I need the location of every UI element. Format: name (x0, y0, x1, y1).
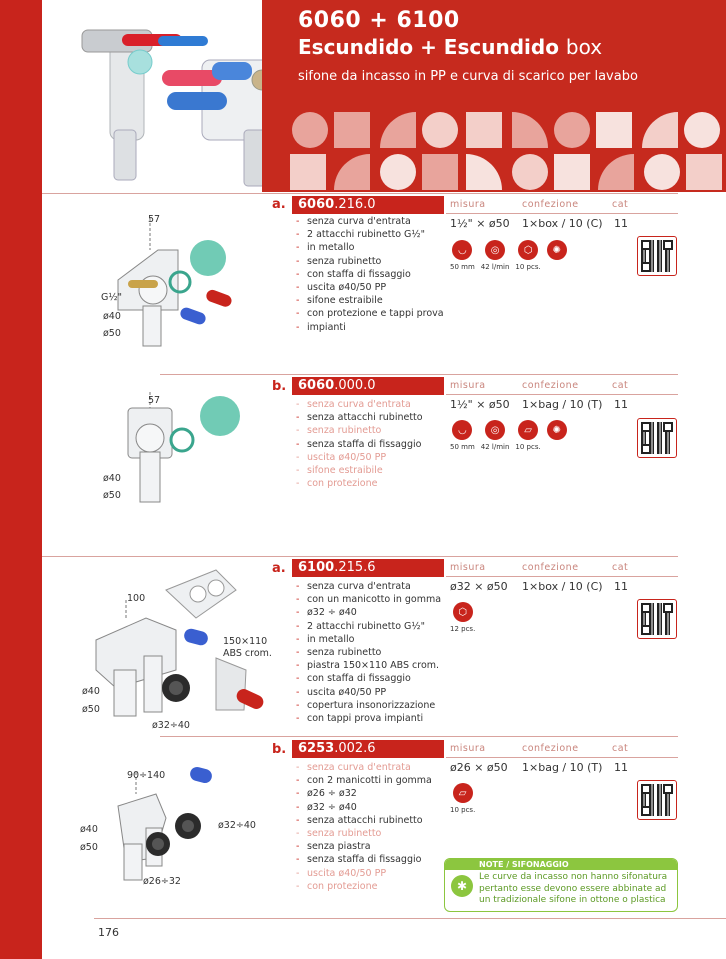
spec-icon-label: 42 l/min (480, 443, 510, 451)
icon-row (450, 240, 567, 271)
dim-label: ø40 (103, 311, 121, 322)
product-code-bold: 6060 (298, 197, 335, 212)
dim-label: ø32÷40 (218, 820, 256, 831)
dim-label: ø40 (82, 686, 100, 697)
icon-row (450, 602, 475, 633)
feature-item: - impianti (296, 321, 444, 334)
dim-label: ø40 (80, 824, 98, 835)
dim-label: ø50 (80, 842, 98, 853)
feature-item: - con staffa di fissaggio (296, 268, 444, 281)
dim-label: 90÷140 (127, 770, 166, 781)
feature-item: - uscita ø40/50 PP (296, 686, 444, 699)
product-code-bold: 6253 (298, 741, 335, 756)
spec-misura: 1½" × ø50 (450, 398, 510, 411)
feature-item: - con un manicotto in gomma (296, 593, 444, 606)
col-misura: misura (450, 199, 486, 210)
feature-list (296, 580, 444, 725)
spec-icon (481, 420, 510, 451)
siphon-note-icon: ✱ (451, 875, 473, 897)
feature-item: - ø32 ÷ ø40 (296, 606, 444, 619)
feature-list (296, 398, 444, 490)
trap-depth-icon: ◡ (452, 420, 472, 440)
dim-label: ø50 (103, 490, 121, 501)
feature-item: - con staffa di fissaggio (296, 672, 444, 685)
spec-icon-label: 12 pcs. (450, 625, 476, 633)
dim-label: 100 (127, 593, 146, 604)
section-divider (160, 374, 678, 375)
flow-rate-icon: ◎ (485, 420, 505, 440)
package-icon: ⬡ (453, 602, 473, 622)
trap-depth-icon: ◡ (452, 240, 472, 260)
spec-misura: ø32 × ø50 (450, 580, 508, 593)
col-misura: misura (450, 380, 486, 391)
product-code-rest: .216.0 (334, 197, 376, 212)
col-cat: cat (612, 199, 629, 210)
spec-icon (450, 602, 475, 633)
feature-item: - in metallo (296, 241, 444, 254)
feature-item: - senza staffa di fissaggio (296, 438, 444, 451)
spec-icon (450, 240, 475, 271)
dim-label: 57 (148, 214, 161, 225)
spec-icon-label: 50 mm (450, 263, 475, 271)
feature-item: - senza curva d'entrata (296, 398, 444, 411)
feature-item: - senza attacchi rubinetto (296, 814, 444, 827)
spec-icon (547, 420, 567, 451)
dim-label: ø50 (103, 328, 121, 339)
col-cat: cat (612, 380, 629, 391)
feature-item: - sifone estraibile (296, 464, 444, 477)
section-divider (42, 193, 678, 194)
spec-icon (450, 420, 475, 451)
dim-label: ø32÷40 (152, 720, 190, 731)
header-rule (446, 394, 678, 395)
flow-rate-icon: ◎ (485, 240, 505, 260)
feature-item: - senza rubinetto (296, 255, 444, 268)
hero-subtitle: sifone da incasso in PP e curva di scarico per lavabo (298, 69, 638, 84)
col-cat: cat (612, 743, 629, 754)
feature-item: - copertura insonorizzazione (296, 699, 444, 712)
note-title: NOTE / SIFONAGGIO (445, 859, 677, 870)
icon-row (450, 783, 475, 814)
spec-cat: 11 (614, 217, 628, 230)
product-letter: a. (272, 561, 286, 576)
dim-label: G½" (101, 292, 122, 303)
dots-ring-icon: ✺ (547, 420, 567, 440)
page-number: 176 (98, 926, 119, 939)
col-confezione: confezione (522, 380, 579, 391)
product-drawing (100, 388, 280, 508)
feature-list (296, 215, 444, 334)
feature-item: - uscita ø40/50 PP (296, 281, 444, 294)
qr-code[interactable] (637, 599, 677, 639)
dim-label: ø50 (82, 704, 100, 715)
col-confezione: confezione (522, 562, 579, 573)
product-code-rest: .000.0 (334, 378, 376, 393)
col-misura: misura (450, 562, 486, 573)
header-rule (446, 213, 678, 214)
left-color-band (0, 0, 42, 959)
feature-item: - senza curva d'entrata (296, 215, 444, 228)
dim-label: 150×110 (223, 636, 268, 647)
spec-confezione: 1×bag / 10 (T) (522, 398, 603, 411)
spec-confezione: 1×box / 10 (C) (522, 580, 603, 593)
spec-icon (450, 783, 475, 814)
feature-item: - con 2 manicotti in gomma (296, 774, 444, 787)
feature-item: - 2 attacchi rubinetto G½" (296, 620, 444, 633)
icon-row (450, 420, 567, 451)
header-rule (446, 757, 678, 758)
product-letter: b. (272, 379, 287, 394)
product-code (292, 196, 444, 214)
spec-cat: 11 (614, 761, 628, 774)
col-misura: misura (450, 743, 486, 754)
hero-product-name (298, 35, 638, 59)
spec-icon (547, 240, 567, 271)
feature-item: - senza curva d'entrata (296, 580, 444, 593)
qr-code[interactable] (637, 780, 677, 820)
product-code-rest: .002.6 (334, 741, 376, 756)
header-rule (446, 576, 678, 577)
spec-cat: 11 (614, 580, 628, 593)
feature-item: - piastra 150×110 ABS crom. (296, 659, 444, 672)
product-code-bold: 6060 (298, 378, 335, 393)
feature-item: - con protezione (296, 880, 444, 893)
bag-icon: ▱ (518, 420, 538, 440)
bag-icon: ▱ (453, 783, 473, 803)
decorative-pattern (290, 100, 726, 192)
hero-name-bold: Escundido + Escundido (298, 35, 559, 59)
col-confezione: confezione (522, 199, 579, 210)
product-letter: b. (272, 742, 287, 757)
hero-code: 6060 + 6100 (298, 8, 460, 33)
col-confezione: confezione (522, 743, 579, 754)
note-text: Le curve da incasso non hanno sifonatura pertanto esse devono essere abbinate ad un tradizionale sifone in ottone o plastica (479, 872, 668, 905)
spec-confezione: 1×bag / 10 (T) (522, 761, 603, 774)
package-icon: ⬡ (518, 240, 538, 260)
note-box (444, 858, 678, 912)
feature-item: - sifone estraibile (296, 294, 444, 307)
feature-item: - con protezione (296, 477, 444, 490)
product-code-rest: .215.6 (334, 560, 376, 575)
spec-misura: 1½" × ø50 (450, 217, 510, 230)
feature-list (296, 761, 444, 893)
feature-item: - con protezione e tappi prova (296, 307, 444, 320)
section-divider (42, 556, 678, 557)
product-letter: a. (272, 197, 286, 212)
spec-misura: ø26 × ø50 (450, 761, 508, 774)
spec-icon-label: 50 mm (450, 443, 475, 451)
feature-item: - ø26 ÷ ø32 (296, 787, 444, 800)
product-code (292, 377, 444, 395)
dim-label: 57 (148, 395, 161, 406)
dim-label: ø40 (103, 473, 121, 484)
qr-code[interactable] (637, 236, 677, 276)
feature-item: - uscita ø40/50 PP (296, 867, 444, 880)
footer-rule (94, 918, 726, 919)
hero-title-block (298, 8, 638, 84)
feature-item: - ø32 ÷ ø40 (296, 801, 444, 814)
section-divider (160, 736, 678, 737)
spec-icon (515, 420, 540, 451)
feature-item: - in metallo (296, 633, 444, 646)
spec-cat: 11 (614, 398, 628, 411)
dim-label: ø26÷32 (143, 876, 181, 887)
feature-item: - senza piastra (296, 840, 444, 853)
feature-item: - senza rubinetto (296, 646, 444, 659)
spec-icon-label: 10 pcs. (515, 443, 541, 451)
spec-icon-label: 42 l/min (480, 263, 510, 271)
feature-item: - con tappi prova impianti (296, 712, 444, 725)
dim-label: ABS crom. (223, 648, 272, 659)
spec-confezione: 1×box / 10 (C) (522, 217, 603, 230)
qr-code[interactable] (637, 418, 677, 458)
dots-ring-icon: ✺ (547, 240, 567, 260)
hero-name-light: box (565, 35, 603, 59)
product-code (292, 559, 444, 577)
col-cat: cat (612, 562, 629, 573)
feature-item: - uscita ø40/50 PP (296, 451, 444, 464)
feature-item: - 2 attacchi rubinetto G½" (296, 228, 444, 241)
spec-icon (481, 240, 510, 271)
feature-item: - senza curva d'entrata (296, 761, 444, 774)
spec-icon (515, 240, 540, 271)
feature-item: - senza rubinetto (296, 827, 444, 840)
feature-item: - senza rubinetto (296, 424, 444, 437)
feature-item: - senza staffa di fissaggio (296, 853, 444, 866)
feature-item: - senza attacchi rubinetto (296, 411, 444, 424)
spec-icon-label: 10 pcs. (515, 263, 541, 271)
product-code (292, 740, 444, 758)
spec-icon-label: 10 pcs. (450, 806, 476, 814)
product-code-bold: 6100 (298, 560, 335, 575)
